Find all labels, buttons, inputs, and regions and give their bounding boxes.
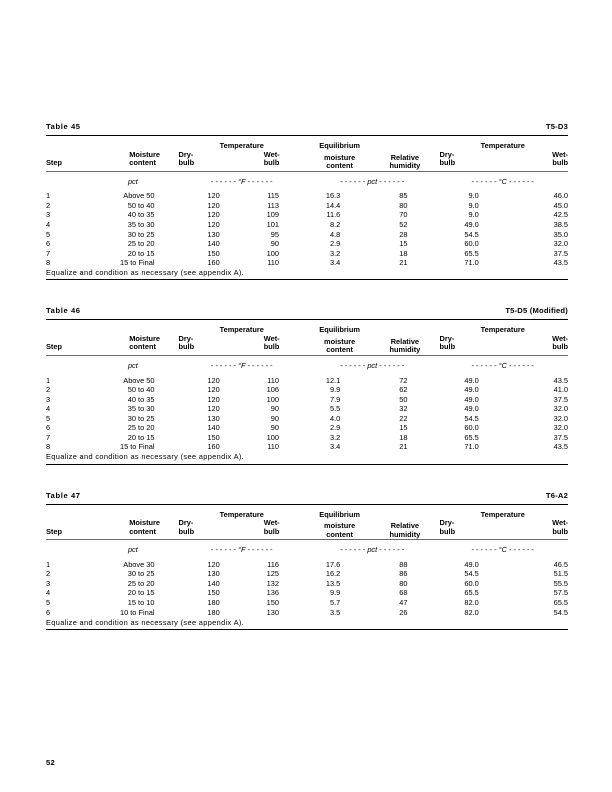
cell-relative-humidity: 21 bbox=[399, 442, 408, 452]
drying-schedule-table bbox=[46, 135, 568, 280]
cell-dry-bulb-c: 49.0 bbox=[464, 404, 479, 414]
table-row bbox=[46, 423, 568, 433]
cell-wet-bulb-f: 106 bbox=[266, 385, 279, 395]
cell-step: 7 bbox=[46, 248, 51, 258]
header-temperature-celsius: Temperature bbox=[480, 141, 525, 150]
cell-wet-bulb-c: 55.5 bbox=[553, 578, 568, 588]
cell-relative-humidity: 15 bbox=[399, 239, 408, 249]
table-row bbox=[46, 190, 568, 201]
cell-wet-bulb-c: 42.5 bbox=[553, 210, 568, 220]
header-spacer-moisture bbox=[111, 505, 176, 520]
cell-relative-humidity: 18 bbox=[399, 248, 408, 258]
cell-wet-bulb-f: 100 bbox=[266, 432, 279, 442]
cell-dry-bulb-c: 65.5 bbox=[464, 432, 479, 442]
cell-dry-bulb-f: 130 bbox=[207, 569, 220, 579]
cell-emc: 3.4 bbox=[329, 442, 341, 452]
cell-dry-bulb-c: 71.0 bbox=[464, 258, 479, 268]
cell-relative-humidity: 70 bbox=[399, 210, 408, 220]
cell-wet-bulb-c: 57.5 bbox=[553, 588, 568, 598]
cell-wet-bulb-f: 101 bbox=[266, 219, 279, 229]
rule-bottom bbox=[46, 629, 568, 630]
rule-bottom bbox=[46, 464, 568, 465]
cell-moisture-content: 15 to Final bbox=[119, 258, 155, 268]
cell-emc: 12.1 bbox=[325, 375, 341, 385]
schedule-code: T5-D3 bbox=[545, 122, 568, 131]
cell-relative-humidity: 26 bbox=[399, 607, 408, 617]
cell-dry-bulb-f: 120 bbox=[207, 210, 220, 220]
header-relative-humidity: Relative humidity bbox=[389, 336, 421, 355]
cell-dry-bulb-c: 71.0 bbox=[464, 442, 479, 452]
cell-emc: 16.2 bbox=[325, 569, 341, 579]
cell-emc: 5.7 bbox=[329, 598, 341, 608]
schedule-code: T5-D5 (Modified) bbox=[505, 306, 568, 316]
cell-relative-humidity: 72 bbox=[399, 375, 408, 385]
cell-dry-bulb-f: 120 bbox=[207, 200, 220, 210]
cell-dry-bulb-f: 150 bbox=[207, 588, 220, 598]
header-step: Step bbox=[46, 526, 63, 536]
table-row bbox=[46, 395, 568, 405]
cell-relative-humidity: 32 bbox=[399, 404, 408, 414]
cell-emc: 17.6 bbox=[325, 559, 341, 569]
table-label: Table 47 bbox=[46, 490, 81, 500]
drying-schedule-table bbox=[46, 319, 568, 464]
footnote-row bbox=[46, 452, 568, 464]
cell-wet-bulb-f: 100 bbox=[266, 248, 279, 258]
cell-relative-humidity: 68 bbox=[399, 588, 408, 598]
header-spacer-step bbox=[46, 320, 111, 335]
drying-schedule-table bbox=[46, 504, 568, 630]
cell-emc: 3.2 bbox=[329, 432, 341, 442]
cell-step: 4 bbox=[46, 404, 51, 414]
table-row bbox=[46, 258, 568, 268]
table-row bbox=[46, 588, 568, 598]
cell-dry-bulb-f: 150 bbox=[207, 248, 220, 258]
cell-dry-bulb-f: 180 bbox=[207, 598, 220, 608]
cell-step: 2 bbox=[46, 200, 51, 210]
cell-moisture-content: 25 to 20 bbox=[127, 423, 155, 433]
cell-relative-humidity: 50 bbox=[399, 394, 408, 404]
cell-wet-bulb-f: 110 bbox=[267, 442, 279, 452]
cell-relative-humidity: 15 bbox=[399, 423, 408, 433]
cell-relative-humidity: 80 bbox=[399, 200, 408, 210]
cell-relative-humidity: 28 bbox=[399, 229, 408, 239]
header-dry-bulb-f: Dry- bulb bbox=[178, 333, 195, 352]
header-spacer-moisture bbox=[111, 136, 176, 151]
cell-moisture-content: Above 50 bbox=[123, 191, 155, 201]
cell-wet-bulb-c: 43.5 bbox=[553, 258, 568, 268]
table-row bbox=[46, 608, 568, 618]
units-celsius: - - - - - - °C - - - - - - bbox=[471, 545, 534, 555]
cell-dry-bulb-f: 140 bbox=[207, 423, 220, 433]
cell-step: 1 bbox=[46, 559, 51, 569]
footnote-row bbox=[46, 617, 568, 629]
cell-moisture-content: 10 to Final bbox=[119, 607, 155, 617]
header-step: Step bbox=[46, 158, 63, 168]
units-row bbox=[46, 540, 568, 559]
header-spacer-rh bbox=[372, 320, 437, 335]
table-row bbox=[46, 239, 568, 249]
header-emc: moisture content bbox=[324, 521, 356, 539]
table-label: Table 46 bbox=[46, 306, 81, 316]
table-row bbox=[46, 404, 568, 414]
cell-wet-bulb-f: 110 bbox=[267, 258, 279, 268]
cell-wet-bulb-c: 38.5 bbox=[553, 219, 568, 229]
cell-moisture-content: 40 to 35 bbox=[127, 210, 155, 220]
units-pct-range: - - - - - - pct - - - - - - bbox=[340, 361, 405, 371]
header-dry-bulb-c: Dry- bulb bbox=[439, 518, 456, 536]
cell-relative-humidity: 80 bbox=[399, 578, 408, 588]
header-dry-bulb-f: Dry- bulb bbox=[178, 149, 195, 168]
header-spacer-moisture bbox=[111, 320, 176, 335]
cell-relative-humidity: 21 bbox=[399, 258, 408, 268]
table-row bbox=[46, 375, 568, 386]
cell-wet-bulb-c: 32.0 bbox=[553, 413, 568, 423]
header-wet-bulb-f: Wet- bulb bbox=[263, 149, 280, 168]
cell-wet-bulb-f: 116 bbox=[267, 559, 279, 569]
cell-step: 6 bbox=[46, 239, 51, 249]
cell-wet-bulb-f: 90 bbox=[270, 423, 279, 433]
cell-step: 5 bbox=[46, 598, 51, 608]
units-pct-range: - - - - - - pct - - - - - - bbox=[340, 545, 405, 555]
cell-wet-bulb-c: 37.5 bbox=[553, 432, 568, 442]
cell-wet-bulb-c: 46.5 bbox=[553, 559, 568, 569]
cell-dry-bulb-c: 9.0 bbox=[468, 210, 479, 220]
cell-dry-bulb-c: 60.0 bbox=[464, 578, 479, 588]
header-spacer-rh bbox=[372, 505, 437, 520]
units-moisture-pct: pct bbox=[127, 176, 138, 186]
header-wet-bulb-c: Wet- bulb bbox=[552, 149, 568, 168]
header-temperature-celsius: Temperature bbox=[480, 509, 525, 519]
table-caption bbox=[46, 122, 568, 135]
cell-moisture-content: Above 30 bbox=[123, 559, 155, 569]
cell-dry-bulb-f: 140 bbox=[207, 578, 220, 588]
rule-bottom bbox=[46, 280, 568, 281]
cell-wet-bulb-f: 136 bbox=[266, 588, 279, 598]
header-sub-row bbox=[46, 335, 568, 356]
header-sub-row bbox=[46, 519, 568, 540]
cell-moisture-content: Above 50 bbox=[123, 375, 155, 385]
cell-dry-bulb-c: 65.5 bbox=[464, 588, 479, 598]
cell-emc: 11.6 bbox=[326, 210, 341, 220]
cell-wet-bulb-f: 90 bbox=[270, 404, 279, 414]
cell-wet-bulb-f: 150 bbox=[266, 598, 279, 608]
cell-dry-bulb-f: 150 bbox=[207, 432, 220, 442]
cell-dry-bulb-c: 9.0 bbox=[468, 191, 479, 201]
cell-emc: 2.9 bbox=[329, 423, 341, 433]
header-emc: moisture content bbox=[324, 152, 356, 171]
table-row bbox=[46, 598, 568, 608]
cell-dry-bulb-c: 49.0 bbox=[464, 385, 479, 395]
cell-moisture-content: 30 to 25 bbox=[127, 229, 155, 239]
units-celsius: - - - - - - °C - - - - - - bbox=[471, 361, 534, 371]
cell-wet-bulb-f: 90 bbox=[270, 413, 279, 423]
units-fahrenheit: - - - - - - °F - - - - - - bbox=[210, 361, 273, 371]
table-row bbox=[46, 230, 568, 240]
units-spacer bbox=[46, 172, 111, 191]
cell-wet-bulb-c: 54.5 bbox=[553, 607, 568, 617]
cell-relative-humidity: 86 bbox=[399, 569, 408, 579]
cell-moisture-content: 20 to 15 bbox=[127, 248, 155, 258]
table-row bbox=[46, 249, 568, 259]
cell-dry-bulb-f: 180 bbox=[207, 607, 220, 617]
cell-dry-bulb-c: 49.0 bbox=[464, 394, 479, 404]
table-row bbox=[46, 569, 568, 579]
cell-dry-bulb-f: 120 bbox=[207, 191, 220, 201]
cell-dry-bulb-f: 140 bbox=[207, 239, 220, 249]
cell-step: 4 bbox=[46, 219, 51, 229]
cell-dry-bulb-c: 49.0 bbox=[464, 559, 479, 569]
cell-wet-bulb-c: 32.0 bbox=[553, 404, 568, 414]
cell-wet-bulb-f: 109 bbox=[266, 210, 279, 220]
cell-dry-bulb-f: 120 bbox=[207, 385, 220, 395]
table-row bbox=[46, 210, 568, 220]
header-wet-bulb-f: Wet- bulb bbox=[263, 333, 280, 352]
cell-wet-bulb-c: 43.5 bbox=[553, 375, 568, 385]
cell-relative-humidity: 22 bbox=[399, 413, 408, 423]
header-temperature-fahrenheit: Temperature bbox=[219, 509, 264, 519]
cell-dry-bulb-f: 120 bbox=[207, 559, 220, 569]
header-emc-line1: Equilibrium bbox=[319, 141, 360, 150]
cell-dry-bulb-f: 120 bbox=[207, 219, 220, 229]
cell-dry-bulb-c: 49.0 bbox=[464, 219, 479, 229]
table-block bbox=[46, 491, 568, 630]
cell-step: 8 bbox=[46, 442, 51, 452]
units-row bbox=[46, 356, 568, 375]
cell-moisture-content: 15 to Final bbox=[119, 442, 155, 452]
cell-wet-bulb-f: 113 bbox=[267, 200, 279, 210]
cell-wet-bulb-f: 125 bbox=[266, 569, 279, 579]
cell-wet-bulb-c: 37.5 bbox=[553, 394, 568, 404]
cell-wet-bulb-f: 130 bbox=[266, 607, 279, 617]
table-row bbox=[46, 201, 568, 211]
cell-moisture-content: 20 to 15 bbox=[127, 432, 155, 442]
cell-wet-bulb-c: 43.5 bbox=[553, 442, 568, 452]
units-fahrenheit: - - - - - - °F - - - - - - bbox=[210, 176, 273, 186]
cell-emc: 7.9 bbox=[329, 394, 341, 404]
cell-dry-bulb-c: 54.5 bbox=[464, 413, 479, 423]
table-row bbox=[46, 442, 568, 452]
cell-step: 3 bbox=[46, 578, 51, 588]
cell-step: 1 bbox=[46, 191, 51, 201]
cell-relative-humidity: 52 bbox=[399, 219, 408, 229]
cell-step: 5 bbox=[46, 229, 51, 239]
cell-moisture-content: 35 to 30 bbox=[127, 219, 155, 229]
cell-dry-bulb-f: 120 bbox=[207, 394, 220, 404]
cell-step: 3 bbox=[46, 210, 51, 220]
cell-moisture-content: 30 to 25 bbox=[127, 413, 155, 423]
footnote-text: Equalize and condition as necessary (see appendix A). bbox=[46, 617, 245, 627]
cell-relative-humidity: 88 bbox=[399, 559, 408, 569]
table-row bbox=[46, 559, 568, 570]
header-relative-humidity: Relative humidity bbox=[389, 152, 421, 171]
cell-dry-bulb-c: 9.0 bbox=[468, 200, 479, 210]
cell-emc: 9.9 bbox=[329, 588, 341, 598]
cell-moisture-content: 50 to 40 bbox=[127, 200, 155, 210]
cell-dry-bulb-c: 49.0 bbox=[464, 375, 479, 385]
cell-dry-bulb-f: 130 bbox=[207, 413, 220, 423]
cell-emc: 3.5 bbox=[329, 607, 341, 617]
cell-dry-bulb-f: 160 bbox=[207, 442, 220, 452]
cell-dry-bulb-f: 120 bbox=[207, 375, 220, 385]
cell-dry-bulb-f: 120 bbox=[207, 404, 220, 414]
cell-wet-bulb-f: 90 bbox=[270, 239, 279, 249]
cell-emc: 4.0 bbox=[329, 413, 341, 423]
cell-emc: 9.9 bbox=[329, 385, 341, 395]
cell-moisture-content: 25 to 20 bbox=[127, 578, 155, 588]
table-caption bbox=[46, 491, 568, 504]
table-row bbox=[46, 220, 568, 230]
cell-step: 5 bbox=[46, 413, 51, 423]
cell-wet-bulb-f: 115 bbox=[267, 191, 279, 201]
cell-dry-bulb-f: 160 bbox=[207, 258, 220, 268]
cell-wet-bulb-c: 51.5 bbox=[553, 569, 568, 579]
cell-step: 7 bbox=[46, 432, 51, 442]
cell-relative-humidity: 18 bbox=[399, 432, 408, 442]
header-temperature-celsius: Temperature bbox=[480, 325, 525, 335]
header-emc-line1: Equilibrium bbox=[319, 325, 360, 335]
header-temperature-fahrenheit: Temperature bbox=[219, 141, 264, 150]
header-spacer-step bbox=[46, 505, 111, 520]
footnote-text: Equalize and condition as necessary (see appendix A). bbox=[46, 268, 245, 278]
header-emc: moisture content bbox=[324, 336, 356, 355]
cell-step: 2 bbox=[46, 569, 51, 579]
header-sub-row bbox=[46, 151, 568, 172]
cell-dry-bulb-c: 60.0 bbox=[464, 423, 479, 433]
header-moisture-content: Moisture content bbox=[129, 518, 161, 536]
table-row bbox=[46, 433, 568, 443]
cell-wet-bulb-c: 65.5 bbox=[553, 598, 568, 608]
header-step: Step bbox=[46, 342, 63, 352]
table-caption bbox=[46, 306, 568, 319]
cell-relative-humidity: 47 bbox=[399, 598, 408, 608]
header-emc-line1: Equilibrium bbox=[319, 509, 360, 519]
cell-dry-bulb-c: 54.5 bbox=[464, 569, 479, 579]
cell-step: 6 bbox=[46, 423, 51, 433]
cell-wet-bulb-c: 32.0 bbox=[553, 423, 568, 433]
tables-container bbox=[46, 122, 568, 656]
header-dry-bulb-c: Dry- bulb bbox=[439, 333, 456, 352]
cell-moisture-content: 25 to 20 bbox=[127, 239, 155, 249]
cell-step: 2 bbox=[46, 385, 51, 395]
header-group-row bbox=[46, 320, 568, 335]
units-row bbox=[46, 172, 568, 191]
cell-moisture-content: 30 to 25 bbox=[127, 569, 155, 579]
cell-emc: 3.2 bbox=[329, 248, 341, 258]
cell-step: 1 bbox=[46, 375, 51, 385]
cell-moisture-content: 50 to 40 bbox=[127, 385, 155, 395]
page-number: 52 bbox=[46, 758, 56, 767]
units-spacer bbox=[46, 540, 111, 559]
table-block bbox=[46, 306, 568, 464]
cell-step: 8 bbox=[46, 258, 51, 268]
cell-dry-bulb-c: 82.0 bbox=[464, 607, 479, 617]
table-label: Table 45 bbox=[46, 122, 81, 131]
header-relative-humidity: Relative humidity bbox=[389, 521, 421, 539]
cell-emc: 14.4 bbox=[325, 200, 341, 210]
header-spacer-step bbox=[46, 136, 111, 151]
header-spacer-rh bbox=[372, 136, 437, 151]
header-wet-bulb-f: Wet- bulb bbox=[263, 518, 280, 536]
cell-emc: 3.4 bbox=[329, 258, 341, 268]
cell-moisture-content: 20 to 15 bbox=[127, 588, 155, 598]
footnote-text: Equalize and condition as necessary (see appendix A). bbox=[46, 452, 245, 462]
cell-step: 4 bbox=[46, 588, 51, 598]
cell-emc: 2.9 bbox=[329, 239, 341, 249]
cell-wet-bulb-c: 32.0 bbox=[553, 239, 568, 249]
cell-wet-bulb-f: 132 bbox=[266, 578, 279, 588]
cell-emc: 8.2 bbox=[329, 219, 341, 229]
cell-moisture-content: 35 to 30 bbox=[127, 404, 155, 414]
cell-wet-bulb-c: 37.5 bbox=[553, 248, 568, 258]
cell-dry-bulb-f: 130 bbox=[207, 229, 220, 239]
cell-wet-bulb-c: 45.0 bbox=[553, 200, 568, 210]
units-moisture-pct: pct bbox=[127, 545, 138, 555]
units-moisture-pct: pct bbox=[127, 361, 138, 371]
units-celsius: - - - - - - °C - - - - - - bbox=[471, 176, 534, 186]
table-row bbox=[46, 414, 568, 424]
header-moisture-content: Moisture content bbox=[129, 149, 161, 168]
header-wet-bulb-c: Wet- bulb bbox=[552, 333, 568, 352]
cell-emc: 16.3 bbox=[325, 191, 341, 201]
header-group-row bbox=[46, 136, 568, 151]
header-wet-bulb-c: Wet- bulb bbox=[552, 518, 568, 536]
units-fahrenheit: - - - - - - °F - - - - - - bbox=[210, 545, 273, 555]
cell-dry-bulb-c: 60.0 bbox=[464, 239, 479, 249]
header-moisture-content: Moisture content bbox=[129, 333, 161, 352]
header-temperature-fahrenheit: Temperature bbox=[219, 325, 264, 335]
table-block bbox=[46, 122, 568, 280]
cell-wet-bulb-f: 110 bbox=[267, 375, 279, 385]
cell-dry-bulb-c: 65.5 bbox=[464, 248, 479, 258]
cell-dry-bulb-c: 82.0 bbox=[464, 598, 479, 608]
cell-wet-bulb-c: 41.0 bbox=[553, 385, 568, 395]
cell-wet-bulb-f: 95 bbox=[270, 229, 279, 239]
cell-emc: 5.5 bbox=[329, 404, 341, 414]
schedule-code: T6-A2 bbox=[545, 490, 568, 500]
cell-step: 3 bbox=[46, 394, 51, 404]
footnote-row bbox=[46, 268, 568, 280]
cell-wet-bulb-c: 35.0 bbox=[553, 229, 568, 239]
table-row bbox=[46, 579, 568, 589]
header-dry-bulb-c: Dry- bulb bbox=[439, 149, 456, 168]
cell-wet-bulb-f: 100 bbox=[266, 394, 279, 404]
header-group-row bbox=[46, 505, 568, 520]
cell-wet-bulb-c: 46.0 bbox=[553, 191, 568, 201]
header-dry-bulb-f: Dry- bulb bbox=[178, 518, 195, 536]
units-spacer bbox=[46, 356, 111, 375]
cell-moisture-content: 40 to 35 bbox=[127, 394, 155, 404]
cell-dry-bulb-c: 54.5 bbox=[464, 229, 479, 239]
cell-emc: 4.8 bbox=[329, 229, 341, 239]
units-pct-range: - - - - - - pct - - - - - - bbox=[340, 176, 405, 186]
table-row bbox=[46, 385, 568, 395]
cell-relative-humidity: 62 bbox=[399, 385, 408, 395]
cell-moisture-content: 15 to 10 bbox=[127, 598, 155, 608]
cell-step: 6 bbox=[46, 607, 51, 617]
cell-relative-humidity: 85 bbox=[399, 191, 408, 201]
cell-emc: 13.5 bbox=[325, 578, 341, 588]
